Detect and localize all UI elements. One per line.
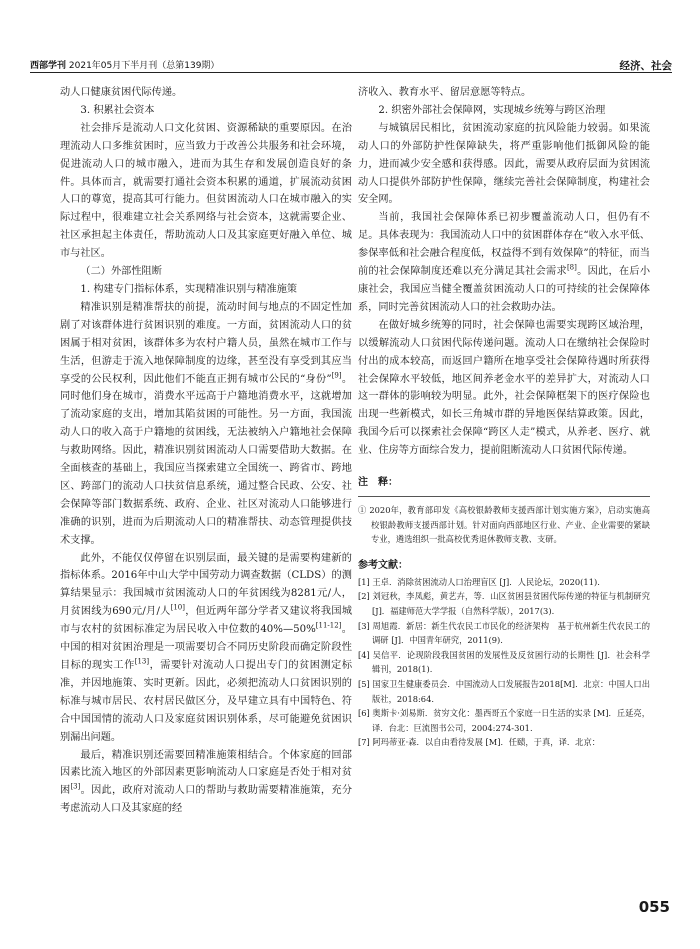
paragraph-text: 社会排斥是流动人口文化贫困、资源稀缺的重要原因。在治理流动人口多维贫困时，应当致力于改善公共服务和社会环境，促进流动人口的城市融入，进而为其生存和发展创造良好的条件。具体而言，就需要打通社会资本积累的通道，扩展流动贫困人口的尊宽，提高其可行能力。但贫困流动人口在城市融入的实际过程中，很难建立社会关系网络与社会资本，这就需要企业、社区承担起主体责任，帮助流动人口及其家庭更好融入单位、城市与社区。 [60,122,352,260]
citation-mark: [8] [566,263,577,272]
paragraph-text: 。同时他们身在城市，消费水平远高于户籍地消费水平，这就增加了流动家庭的支出，增加其陷贫困的可能性。另一方面，我国流动人口的收入高于户籍地的贫困线，无法被纳入户籍地社会保障与救助网络。因此，精准识别贫困流动人口需要借助大数据。在全面核查的基础上，我国应当探索建立全国统一、跨省市、跨地区、跨部门的流动人口扶贫信息系统，通过整合民政、公安、社会保障等部门数据系统、政府、企业、社区对流动人口能够进行准确的识别，进而为后期流动人口的精准帮扶、动态管理提供技术支撑。 [60,373,353,546]
issue-info: 2021年05月下半月刊（总第139期） [68,61,220,71]
paragraph-text: （二）外部性阻断 [80,266,162,278]
paragraph [358,84,650,102]
paragraph-text: 。因此，在后小康社会，我国应当健全覆盖贫困流动人口的可持续的社会保障体系，同时完善贫困流动人口的社会救助办法。 [358,266,651,313]
paragraph-text: 。因此，政府对流动人口的帮助与救助需要精准施策，充分考虑流动人口及其家庭的经 [60,785,353,815]
paragraph [358,317,650,460]
note-item: ① 2020年，教育部印发《高校银龄教师支援西部计划实施方案》，启动实施高校银龄教师支援西部计划。针对面向西部地区行业、产业、企业需要的紧缺专业，遴选组织一批高校优秀退休教师支教、支研。 [358,505,650,545]
notes-divider [358,496,650,497]
paragraph [60,84,352,102]
reference-item: [7] 阿玛蒂亚·森．以自由看待发展 [M]．任赜，于真，译．北京： [358,737,601,748]
paragraph-text: 在做好城乡统筹的同时，社会保障也需要实现跨区域治理，以缓解流动人口贫困代际传递问题。流动人口在缴纳社会保险时付出的成本较高，而返回户籍所在地享受社会保障待遇时所获得社会保障水平较低，地区间养老金水平的差异扩大，对流动人口这一群体的影响较为明显。此外，社会保障框架下的医疗保险也出现一些新模式，如长三角城市群的异地医保结算政策。因此，我国今后可以探索社会保障“跨区人走”模式，从养老、医疗、就业、住房等方面综合发力，提前阻断流动人口贫困代际传递。 [358,319,650,457]
paragraph-text: 动人口健康贫困代际传递。 [60,87,183,98]
section-label: 经济、社会 [619,60,672,72]
header-rule [30,72,672,73]
paragraph-text: 2. 织密外部社会保障网，实现城乡统筹与跨区治理 [378,104,606,116]
paragraph-text: 精准识别是精准帮扶的前提，流动时间与地点的不固定性加剧了对该群体进行贫困识别的难度。一方面，贫困流动人口的贫困属于相对贫困，该群体多为农村户籍人员，虽然在城市工作与生活，但游走于流入地保障制度的边缘，甚至没有享受到其应当享受的公民权利，因此他们不能直正拥有城市公民的“身份” [60,301,352,385]
citation-mark: [10] [170,603,185,612]
paragraph-text: ，需要针对流动人口提出专门的贫困测定标准，并因地施策、实时更新。因此，必须把流动人口贫困识别的标准与城市居民、农村居民做区分，及早建立具有中国特色、符合中国国情的流动人口及家庭贫困识别体系，尽可能避免贫困识别漏出问题。 [60,660,353,743]
notes-title: 注 释： [358,477,398,489]
reference-item: [3] 周旭霞．新居：新生代农民工市民化的经济架构 基于杭州新生代农民工的调研 [J]．中国青年研究，2011(9). [358,620,650,646]
reference-item: [5] 国家卫生健康委员会．中国流动人口发展报告2018[M]．北京：中国人口出版社，2018:64. [358,678,650,704]
reference-item: [4] 吴信平．论现阶段我国贫困的发展性及反贫困行动的长期性 [J]．社会科学辑刊，2018(1). [358,649,650,675]
paragraph-text: 与城镇居民相比，贫困流动家庭的抗风险能力较弱。如果流动人口的外部防护性保障缺失，将严重影响他们抵御风险的能力，进而减少安全感和获得感。因此，需要从政府层面为贫困流动人口提供外部防护性保障，继续完善社会保障制度，构建社会安全网。 [358,122,650,206]
notes-list [358,503,650,547]
paragraph-text: ，但近两年部分学者又建议将我国城市与农村的贫困标准定为居民收入中位数的40%—50% [60,606,353,636]
journal-header [30,58,219,71]
subheading [60,102,352,120]
paragraph [358,120,650,210]
paragraph [60,747,352,819]
page-number: 055 [638,898,670,916]
subheading [358,102,650,120]
paragraph [60,550,352,747]
citation-mark: [3] [70,782,81,791]
citation-mark: [9] [331,371,342,380]
page-header [30,56,672,72]
paragraph-text: 最后，精准识别还需要回精准施策相结合。个体家庭的回部因素比流入地区的外部因素更影响流动人口家庭是否处于相对贫困 [60,749,352,797]
paragraph-text: 3. 积累社会资本 [80,104,155,116]
citation-mark: [13] [134,657,150,666]
right-column [358,84,650,750]
references-list [358,575,650,750]
reference-item: [1] 王卓．消除贫困流动人口治理盲区 [J]．人民论坛，2020(11). [358,576,600,587]
paragraph [60,120,352,263]
subheading [60,263,352,281]
paragraph-text: 1. 构建专门指标体系，实现精准识别与精准施策 [80,283,298,295]
paragraph [358,209,650,316]
left-column [60,84,352,818]
paragraph-text: 济收入、教育水平、留居意愿等特点。 [358,87,532,98]
paragraph-text: 当前，我国社会保障体系已初步覆盖流动人口，但仍有不足。具体表现为：我国流动人口中的贫困群体存在“收入水平低、参保率低和社会融合程度低，权益得不到有效保障”的特征，而当前的社会保障制度还难以充分满足其社会需求 [358,212,650,278]
reference-item: [2] 刘冠秋，李凤彪，黄艺卉，等．山区贫困县贫困代际传递的特征与机制研究 [J]．福建师范大学学报（自然科学版），2017(3). [358,591,650,616]
citation-mark: [11-12] [315,621,342,630]
references-title: 参考文献： [358,559,408,571]
paragraph-text: 。中国的相对贫困治理是一项需要切合不同历史阶段而确定阶段性目标的现实工作 [60,624,352,671]
journal-name: 西部学刊 [30,61,67,71]
subheading [60,281,352,299]
paragraph-text: 此外，不能仅仅停留在识别层面，最关键的是需要构建新的指标体系。2016年中山大学中国劳动力调查数据（CLDS）的测算结果显示：我国城市贫困流动人口的年贫困线为8281元/人，月贫困线为690元/月/人 [60,552,352,618]
right-body [358,84,650,460]
reference-item: [6] 奥斯卡·刘易斯．贫穷文化：墨西哥五个家庭一日生活的实录 [M]．丘延亮，译．台北：巨流图书公司，2004:274-301. [358,708,650,733]
paragraph [60,299,352,550]
